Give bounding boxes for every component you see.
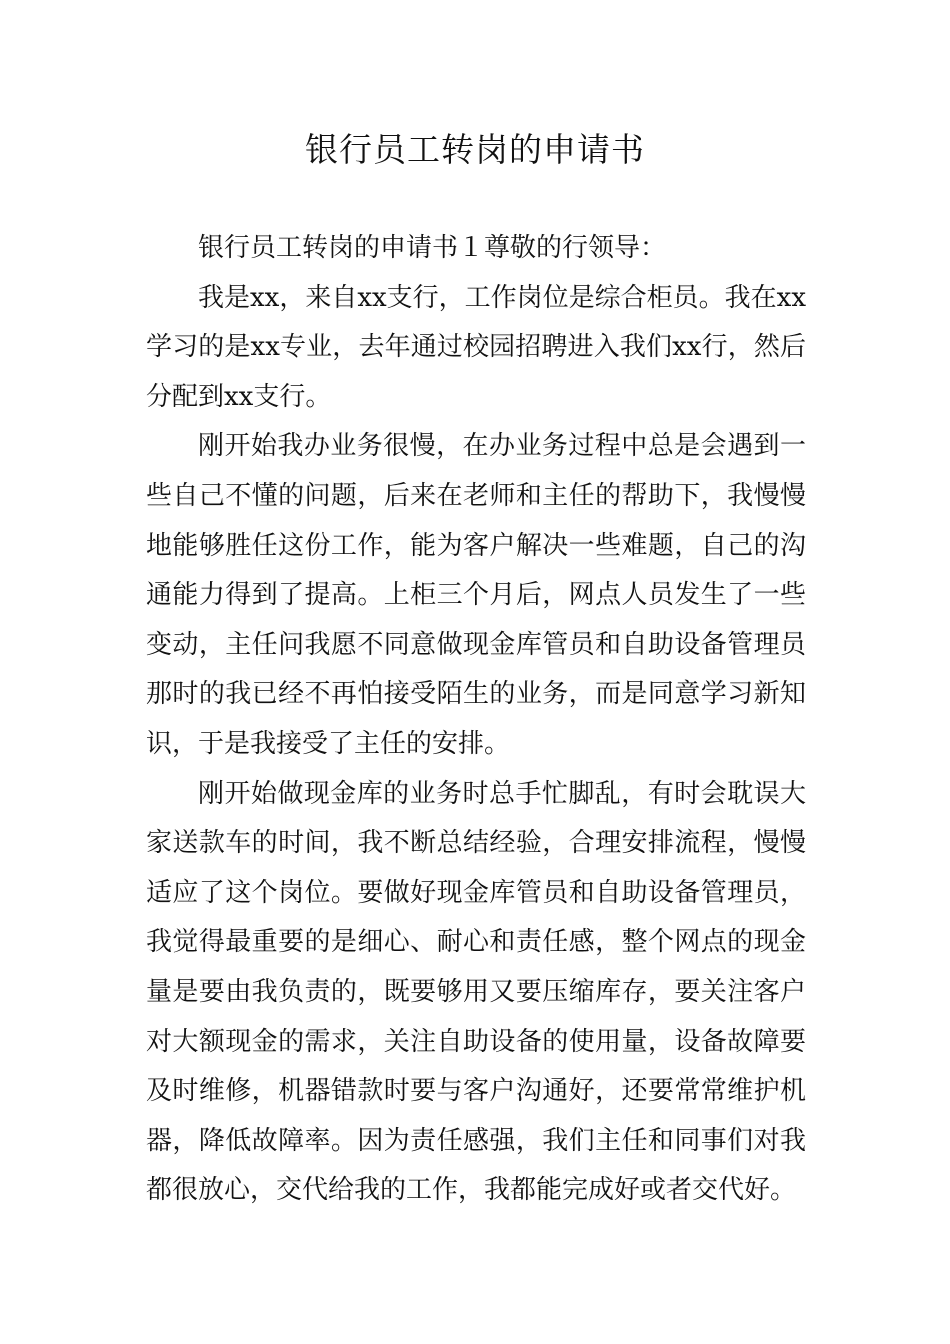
paragraph-salutation: 银行员工转岗的申请书１尊敬的行领导： [198,233,667,263]
document-title: 银行员工转岗的申请书 [305,130,645,169]
document-body [146,224,806,1216]
paragraph-experience: 刚开始我办业务很慢，在办业务过程中总是会遇到一些自己不懂的问题，后来在老师和主任的帮助下，我慢慢地能够胜任这份工作，能为客户解决一些难题，自己的沟通能力得到了提高。上柜三个月后，网点人员发生了一些变动，主任问我愿不同意做现金库管员和自助设备管理员那时的我已经不再怕接受陌生的业务，而是同意学习新知识，于是我接受了主任的安排。 [146,431,806,759]
paragraph-introduction: 我是xx，来自xx支行，工作岗位是综合柜员。我在xx学习的是xx专业，去年通过校园招聘进入我们xx行，然后分配到xx支行。 [146,282,806,412]
paragraph-cash-vault: 刚开始做现金库的业务时总手忙脚乱，有时会耽误大家送款车的时间，我不断总结经验，合理安排流程，慢慢适应了这个岗位。要做好现金库管员和自助设备管理员，我觉得最重要的是细心、耐心和责任感，整个网点的现金量是要由我负责的，既要够用又要压缩库存，要关注客户对大额现金的需求，关注自助设备的使用量，设备故障要及时维修，机器错款时要与客户沟通好，还要常常维护机器，降低故障率。因为责任感强，我们主任和同事们对我都很放心，交代给我的工作，我都能完成好或者交代好。 [146,778,806,1206]
